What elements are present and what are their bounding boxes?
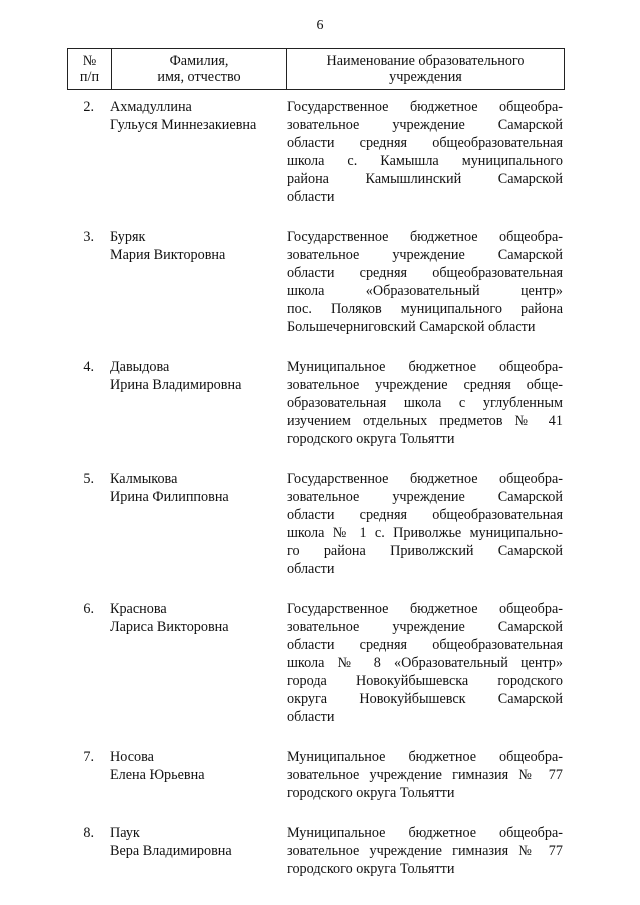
row-institution: Государственное бюджетное общеобра- зовательное учреждение Самарской области средняя общеобразовательная школа № 8 «Образовательный центр» города Новокуйбышевска городского округа Новокуйбышевск Самарской области (287, 601, 563, 725)
table-row (67, 470, 565, 578)
table-row (67, 600, 565, 726)
row-full-name: Паук Вера Владимировна (110, 825, 232, 859)
row-institution: Государственное бюджетное общеобра- зовательное учреждение Самарской области средняя общеобразовательная школа с. Камышла муниципального района Камышлинский Самарской области (287, 99, 563, 205)
page-number: 6 (316, 18, 324, 33)
row-full-name: Буряк Мария Викторовна (110, 229, 226, 263)
row-institution: Муниципальное бюджетное общеобра- зовательное учреждение гимназия № 77 городского округа Тольятти (287, 749, 563, 801)
header-number: № п/п (79, 53, 100, 85)
table-row (67, 824, 565, 878)
row-institution: Государственное бюджетное общеобра- зовательное учреждение Самарской области средняя общеобразовательная школа № 1 с. Приволжье муниципально- го района Приволжский Самарской области (287, 471, 563, 577)
row-number: 7. (83, 749, 94, 765)
header-institution: Наименование образовательного учреждения (286, 49, 564, 89)
row-institution: Муниципальное бюджетное общеобра- зовательное учреждение средняя обще- образовательная школа с углубленным изучением отдельных предметов № 41 городского округа Тольятти (287, 359, 563, 447)
row-full-name: Ахмадуллина Гульуся Миннезакиевна (110, 99, 257, 133)
row-full-name: Давыдова Ирина Владимировна (110, 359, 242, 393)
table-row (67, 358, 565, 448)
row-full-name: Носова Елена Юрьевна (110, 749, 205, 783)
row-number: 2. (83, 99, 94, 115)
row-number: 5. (83, 471, 94, 487)
row-institution: Муниципальное бюджетное общеобра- зовательное учреждение гимназия № 77 городского округа Тольятти (287, 825, 563, 877)
table-row (67, 98, 565, 206)
row-full-name: Краснова Лариса Викторовна (110, 601, 229, 635)
participants-table (67, 48, 565, 878)
row-number: 8. (83, 825, 94, 841)
row-number: 6. (83, 601, 94, 617)
header-full-name: Фамилия, имя, отчество (111, 49, 286, 89)
row-full-name: Калмыкова Ирина Филипповна (110, 471, 229, 505)
row-number: 3. (83, 229, 94, 245)
table-header (67, 48, 565, 90)
row-number: 4. (83, 359, 94, 375)
table-row (67, 228, 565, 336)
table-row (67, 748, 565, 802)
row-institution: Государственное бюджетное общеобра- зовательное учреждение Самарской области средняя общеобразовательная школа «Образовательный центр» пос. Поляков муниципального района Большечерниговский Самарской области (287, 229, 563, 335)
